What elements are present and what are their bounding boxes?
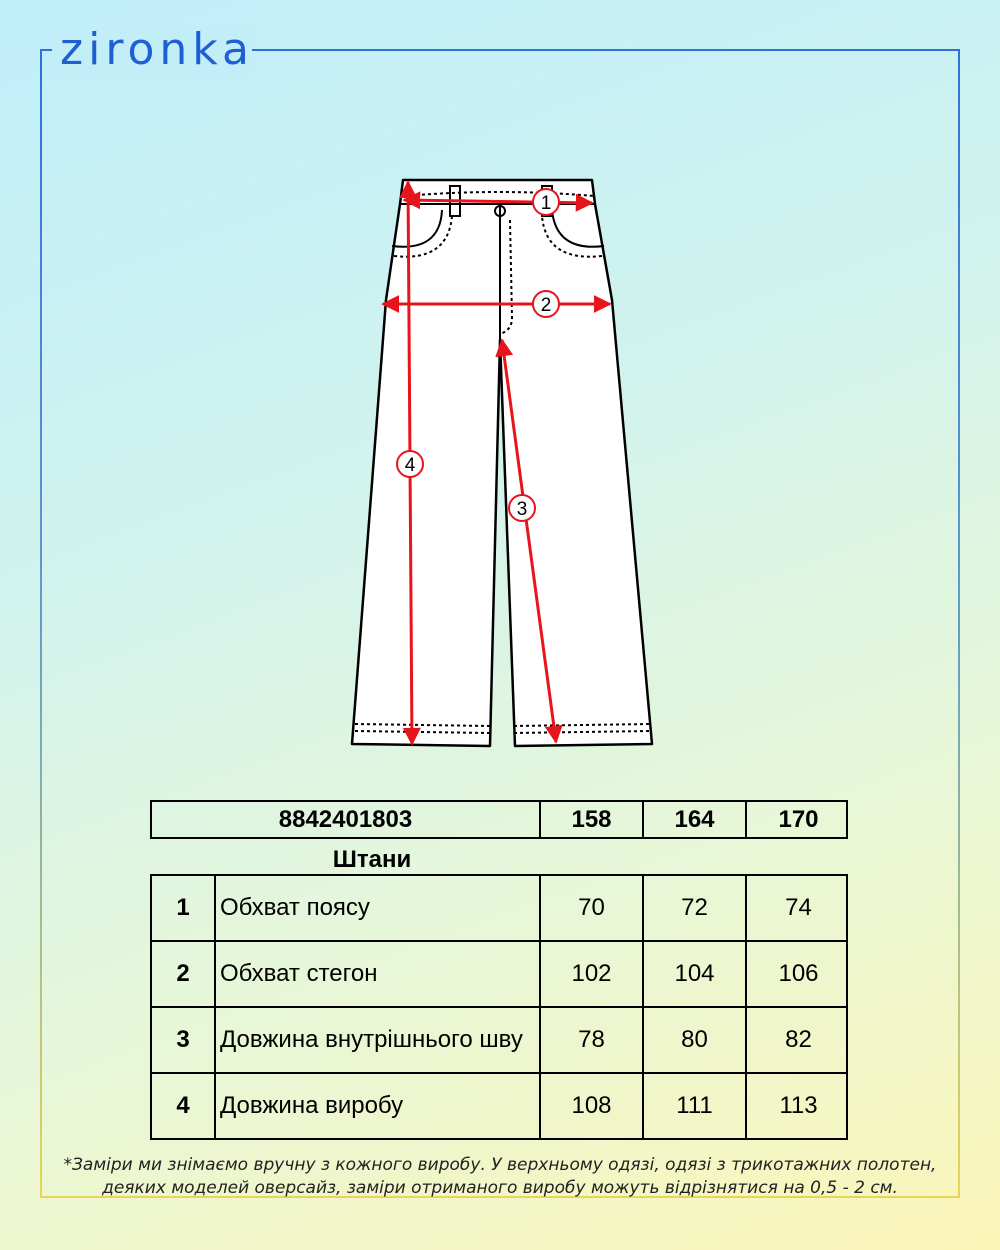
cell-value: 102 <box>539 942 642 1006</box>
cell-value: 70 <box>539 876 642 940</box>
cell-value: 104 <box>642 942 745 1006</box>
size-header-164: 164 <box>642 802 745 837</box>
svg-text:4: 4 <box>404 455 416 476</box>
cell-value: 106 <box>745 942 850 1006</box>
section-title: Штани <box>332 846 412 873</box>
marker-1 <box>533 189 559 215</box>
marker-3 <box>509 495 535 521</box>
row-number: 2 <box>176 960 190 987</box>
cell-value: 80 <box>642 1008 745 1072</box>
table-row <box>152 876 846 940</box>
size-chart-header <box>150 800 848 839</box>
size-chart-table <box>150 874 848 1140</box>
cell-value: 72 <box>642 876 745 940</box>
row-label: Обхват поясу <box>214 876 539 940</box>
marker-2 <box>533 291 559 317</box>
row-label: Довжина внутрішнього шву <box>214 1008 539 1072</box>
table-row <box>152 1072 846 1138</box>
cell-value: 78 <box>539 1008 642 1072</box>
cell-value: 108 <box>539 1074 642 1138</box>
size-header-170: 170 <box>745 802 850 837</box>
row-label: Обхват стегон <box>214 942 539 1006</box>
marker-4 <box>397 451 423 477</box>
article-number: 8842401803 <box>278 805 413 833</box>
svg-text:2: 2 <box>540 295 552 316</box>
table-row <box>152 1006 846 1072</box>
svg-text:1: 1 <box>540 193 552 214</box>
row-number: 4 <box>176 1092 190 1119</box>
svg-text:3: 3 <box>516 499 528 520</box>
row-number: 1 <box>176 894 190 921</box>
cell-value: 111 <box>642 1074 745 1138</box>
cell-value: 113 <box>745 1074 850 1138</box>
cell-value: 74 <box>745 876 850 940</box>
row-number: 3 <box>176 1026 190 1053</box>
row-label: Довжина виробу <box>214 1074 539 1138</box>
brand-logo: zironka <box>60 24 254 75</box>
size-header-158: 158 <box>539 802 642 837</box>
table-row <box>152 940 846 1006</box>
cell-value: 82 <box>745 1008 850 1072</box>
footnote: *Заміри ми знімаємо вручну з кожного виробу. У верхньому одязі, одязі з трикотажних полотен, деяких моделей оверсайз, заміри отриманого виробу можуть відрізнятися на 0,5 - 2 см. <box>63 1155 937 1198</box>
